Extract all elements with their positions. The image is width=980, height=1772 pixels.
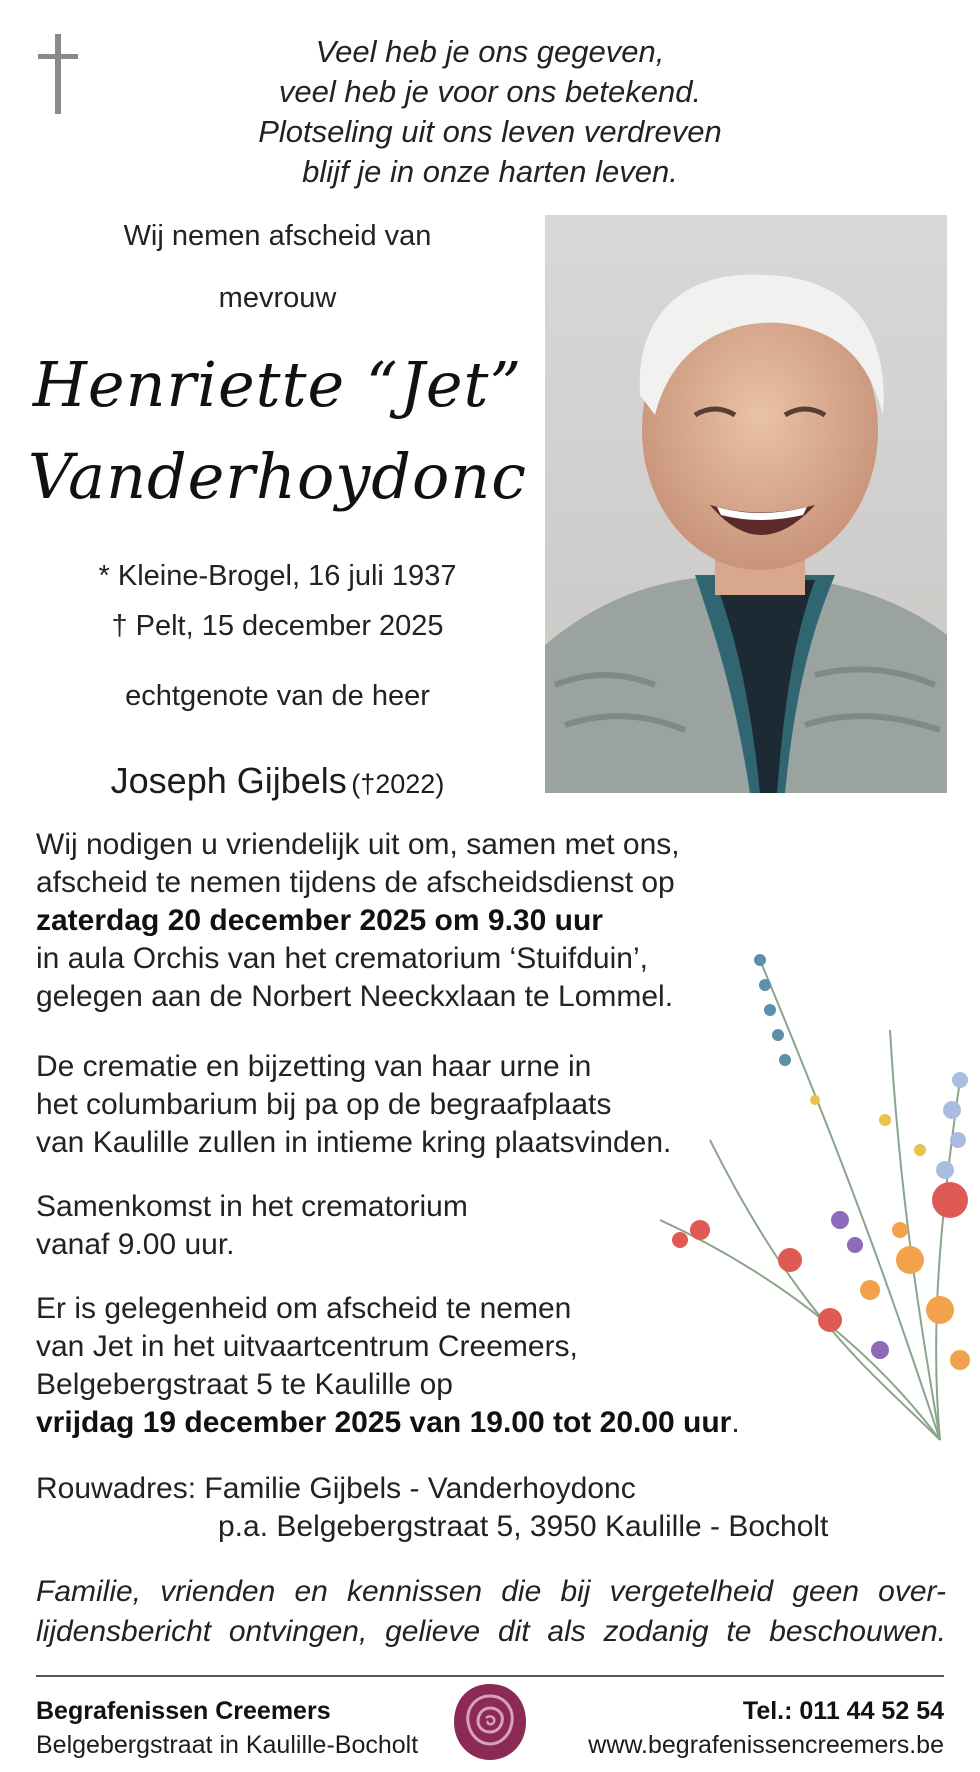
poem-line: Plotseling uit ons leven verdreven — [258, 114, 722, 149]
poem-line: veel heb je voor ons betekend. — [278, 74, 702, 109]
disclaimer-line: lijdensbericht ontvingen, gelieve dit als zodanig te beschouwen. — [36, 1615, 946, 1648]
cross-icon — [34, 34, 82, 114]
cremation-line: van Kaulille zullen in intieme kring plaatsvinden. — [36, 1126, 672, 1159]
viewing-line: Belgebergstraat 5 te Kaulille op — [36, 1368, 453, 1401]
poem-line: blijf je in onze harten leven. — [302, 154, 678, 189]
disclaimer — [36, 1572, 946, 1652]
service-paragraph — [36, 826, 680, 1016]
footer-contact — [588, 1694, 944, 1762]
footer-company — [36, 1694, 418, 1762]
viewing-date-suffix: . — [731, 1406, 740, 1439]
website-link[interactable]: www.begrafenissencreemers.be — [588, 1731, 944, 1759]
death-info: † Pelt, 15 december 2025 — [111, 610, 444, 642]
viewing-line: van Jet in het uitvaartcentrum Creemers, — [36, 1330, 578, 1363]
footer-divider — [36, 1675, 944, 1677]
company-address: Belgebergstraat in Kaulille-Bocholt — [36, 1731, 419, 1759]
poem-line: Veel heb je ons gegeven, — [315, 34, 665, 69]
birth-info: * Kleine-Brogel, 16 juli 1937 — [98, 560, 457, 592]
flower-bouquet-illustration — [640, 900, 980, 1460]
viewing-date: vrijdag 19 december 2025 van 19.00 tot 20.00 uur — [36, 1406, 732, 1439]
gathering-line: Samenkomst in het crematorium — [36, 1190, 468, 1223]
mourning-address — [36, 1470, 828, 1546]
cremation-line: het columbarium bij pa op de begraafplaats — [36, 1088, 612, 1121]
phone-number: Tel.: 011 44 52 54 — [742, 1697, 944, 1725]
intro-text: Wij nemen afscheid van — [123, 220, 432, 252]
address-line: p.a. Belgebergstraat 5, 3950 Kaulille - Bocholt — [218, 1510, 829, 1543]
title-text: mevrouw — [218, 282, 337, 314]
portrait-photo — [545, 215, 947, 793]
viewing-date-line — [36, 1404, 740, 1442]
spouse-name: Joseph Gijbels — [110, 760, 347, 801]
viewing-line: Er is gelegenheid om afscheid te nemen — [36, 1292, 572, 1325]
spouse — [0, 760, 555, 802]
poem — [230, 32, 750, 192]
gathering-paragraph — [36, 1188, 468, 1264]
service-line: gelegen aan de Norbert Neeckxlaan te Lommel. — [36, 980, 674, 1013]
cremation-line: De crematie en bijzetting van haar urne in — [36, 1050, 592, 1083]
service-line: Wij nodigen u vriendelijk uit om, samen met ons, — [36, 828, 680, 861]
deceased-first-name: Henriette “Jet” — [32, 348, 523, 421]
service-line: afscheid te nemen tijdens de afscheidsdienst op — [36, 866, 675, 899]
spouse-note: (†2022) — [351, 769, 445, 799]
spouse-intro: echtgenote van de heer — [125, 680, 430, 712]
service-date: zaterdag 20 december 2025 om 9.30 uur — [36, 904, 603, 937]
service-line: in aula Orchis van het crematorium ‘Stuifduin’, — [36, 942, 648, 975]
disclaimer-line: Familie, vrienden en kennissen die bij vergetelheid geen over- — [36, 1575, 946, 1608]
deceased-last-name: Vanderhoydonc — [28, 440, 527, 513]
company-name: Begrafenissen Creemers — [36, 1697, 331, 1725]
rose-icon — [450, 1680, 530, 1764]
address-line: Familie Gijbels - Vanderhoydonc — [204, 1472, 636, 1505]
gathering-line: vanaf 9.00 uur. — [36, 1228, 235, 1261]
viewing-paragraph — [36, 1290, 740, 1442]
address-label: Rouwadres: — [36, 1472, 197, 1505]
cremation-paragraph — [36, 1048, 671, 1162]
